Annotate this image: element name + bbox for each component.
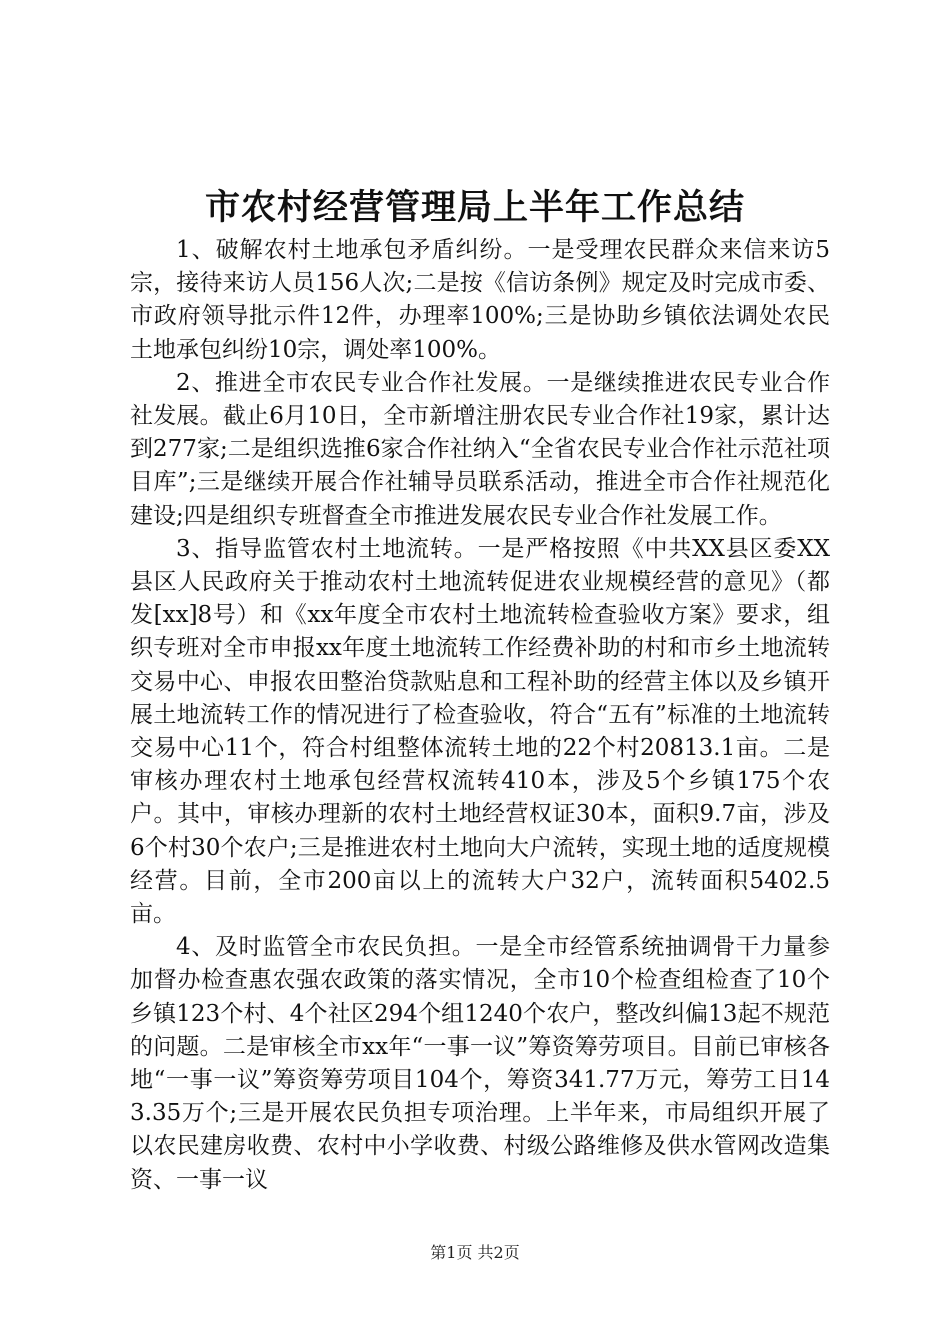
- document-title: 市农村经营管理局上半年工作总结: [204, 188, 745, 228]
- paragraph-2: 2、推进全市农民专业合作社发展。一是继续推进农民专业合作社发展。截止6月10日，全市新增注册农民专业合作社19家，累计达到277家;二是组织选推6家合作社纳入“全省农民专业合作社示范社项目库”;三是继续开展合作社辅导员联系活动，推进全市合作社规范化建设;四是组织专班督查全市推进发展农民专业合作社发展工作。: [130, 369, 830, 529]
- paragraph-1: 1、破解农村土地承包矛盾纠纷。一是受理农民群众来信来访5宗，接待来访人员156人次;二是按《信访条例》规定及时完成市委、市政府领导批示件12件，办理率100%;三是协助乡镇依法调处农民土地承包纠纷10宗，调处率100%。: [130, 237, 830, 363]
- document-body: [130, 234, 830, 1197]
- paragraph-3: 3、指导监管农村土地流转。一是严格按照《中共XX县区委XX县区人民政府关于推动农村土地流转促进农业规模经营的意见》（都发[xx]8号）和《xx年度全市农村土地流转检查验收方案》要求，组织专班对全市申报xx年度土地流转工作经费补助的村和市乡土地流转交易中心、申报农田整治贷款贴息和工程补助的经营主体以及乡镇开展土地流转工作的情况进行了检查验收，符合“五有”标准的土地流转交易中心11个，符合村组整体流转土地的22个村20813.1亩。二是审核办理农村土地承包经营权流转410本，涉及5个乡镇175个农户。其中，审核办理新的农村土地经营权证30本，面积9.7亩，涉及6个村30个农户;三是推进农村土地向大户流转，实现土地的适度规模经营。目前，全市200亩以上的流转大户32户，流转面积5402.5亩。: [130, 535, 830, 928]
- paragraph-4: 4、及时监管全市农民负担。一是全市经管系统抽调骨干力量参加督办检查惠农强农政策的落实情况，全市10个检查组检查了10个乡镇123个村、4个社区294个组1240个农户，整改纠偏13起不规范的问题。二是审核全市xx年“一事一议”筹资筹劳项目。目前已审核各地“一事一议”筹资筹劳项目104个，筹资341.77万元，筹劳工日143.35万个;三是开展农民负担专项治理。上半年来，市局组织开展了以农民建房收费、农村中小学收费、村级公路维修及供水管网改造集资、一事一议: [130, 934, 830, 1193]
- page-footer: 第1页 共2页: [430, 1243, 520, 1262]
